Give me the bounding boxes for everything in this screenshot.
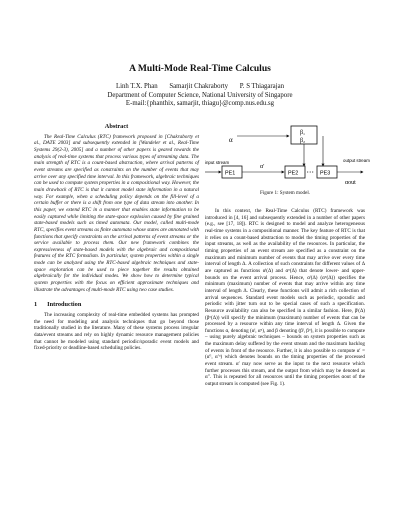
intro-paragraph: The increasing complexity of real-time embedded systems has prompted the need for modeling and analysis techniques that go beyond those traditionally studied in the literature. Many of these systems process irregular data/event streams and rely on highly dynamic resource management policies that cannot be modeled using standard periodic/sporadic event models and fixed-priority or deadline-based scheduling policies. bbox=[34, 312, 199, 352]
section-title: Introduction bbox=[47, 301, 82, 309]
input-stream-label: input stream bbox=[205, 160, 230, 165]
section-number: 1 bbox=[34, 301, 38, 309]
right-column-text: In this context, the Real-Time Calculus (RTC) framework was introduced in [4, 16] and subsequently extended in a number of other papers (e.g., see [17, 18]). RTC is designed to model and analyze heterogeneous real-time systems in a compositional manner. The key feature of RTC is that it relies on a count-based abstraction to model the timing properties of the input streams, as well as the availability of the resources. In particular, the timing properties of an event stream are specified as a constraint on the maximum and minimum number of events that may arrive over every time interval of length Δ. A collection of such constraints for different values of Δ are captured as functions αˡ(Δ) and αᵘ(Δ) that denote lower- and upper-bounds on the event arrival process. Hence, αˡ(Δ) (αᵘ(Δ)) specifies the minimum (maximum) number of events that may arrive within any time interval of length Δ. Clearly, these functions will admit a rich collection of arrival sequences. Standard event models such as periodic, sporadic and periodic with jitter turn out to be special cases of such a specification. Resource availability can also be specified in a similar fashion. Here, βˡ(Δ) (βᵘ(Δ)) will specify the minimum (maximum) number of events that can be processed by a resource within any time interval of length Δ. Given the functions α, denoting (αˡ, αᵘ), and β denoting (βˡ, βᵘ), it is possible to compute – using purely algebraic techniques – bounds on system properties such as the maximum delay suffered by the event stream and the maximum backlog of events in front of the resource. Further, it is also possible to compute α′ = (α′ˡ, α′ᵘ) which denotes bounds on the timing properties of the processed event stream. α′ may now serve as the input to the next resource which further processes this stream, and the output from which may be denoted as α″. This is repeated for all resources until the timing properties αout of the output stream is computed (see Fig. 1). bbox=[205, 208, 365, 388]
output-stream-label: output stream bbox=[343, 158, 370, 163]
pe1-label: PE1 bbox=[225, 170, 236, 177]
section-heading bbox=[34, 302, 199, 309]
paper-title: A Multi-Mode Real-Time Calculus bbox=[129, 63, 271, 74]
author-name: Linh T.X. Phan bbox=[115, 83, 158, 90]
beta-label-bottom: β₂ bbox=[300, 138, 306, 144]
abstract-text: The Real-Time Calculus (RTC) framework proposed in [Chakraborty et al., DATE 2003] and subsequently extended in [Wandeler et al., Real-Time Systems 29(2-3), 2005] and a number of other papers is geared towards the analysis of real-time systems that process various types of streaming data. The main strength of RTC is a count-based abstraction, where arrival patterns of event streams are specified as constraints on the number of events that may arrive over any specified time interval. In this framework, algebraic techniques can be used to compute system properties in a compositional way. However, the main drawback of RTC is that it cannot model state information in a natural way. For example, when a scheduling policy depends on the fill-level of a certain buffer or there is a shift from one type of data stream into another. In this paper, we extend RTC in a manner that enables state information to be easily captured while limiting the state-space explosion caused by fine grained state-based models such as timed automata. Our model, called multi-mode RTC, specifies event streams as finite automata whose states are annotated with functions that specify constraints on the arrival patterns of event streams or the service available to process them. Our new framework combines the expressiveness of state-based models with the algebraic and compositional features of the RTC formalism. In particular, system properties within a single mode can be analyzed using the RTC-based algebraic techniques and state-space exploration can be used to piece together the results obtained algebraically for the individual modes. We show how to determine typical system properties with the focus on efficient approximate techniques and illustrate the advantages of multi-mode RTC using two case studies. bbox=[34, 133, 199, 293]
pe3-label: PE3 bbox=[320, 170, 331, 177]
author-name: Samarjit Chakraborty bbox=[169, 83, 229, 90]
abstract-heading: Abstract bbox=[104, 123, 129, 130]
ellipsis-dots: • • • bbox=[307, 169, 314, 174]
left-column bbox=[34, 124, 199, 352]
beta-label-top: β₁ bbox=[300, 130, 306, 136]
affiliation: Department of Computer Science, National University of Singapore bbox=[107, 91, 293, 99]
email: E-mail:{phanthix, samarjit, thiagu}@comp.nus.edu.sg bbox=[125, 100, 275, 108]
author-block bbox=[0, 83, 400, 109]
alpha-prime-label: α′ bbox=[260, 164, 265, 170]
author-name: P. S Thiagarajan bbox=[239, 83, 285, 90]
alpha-label: α bbox=[229, 136, 233, 144]
author-names bbox=[0, 83, 400, 92]
alpha-out-label: αout bbox=[345, 180, 356, 186]
figure-caption: Figure 1: System model. bbox=[259, 190, 311, 196]
pe2-label: PE2 bbox=[288, 170, 299, 177]
